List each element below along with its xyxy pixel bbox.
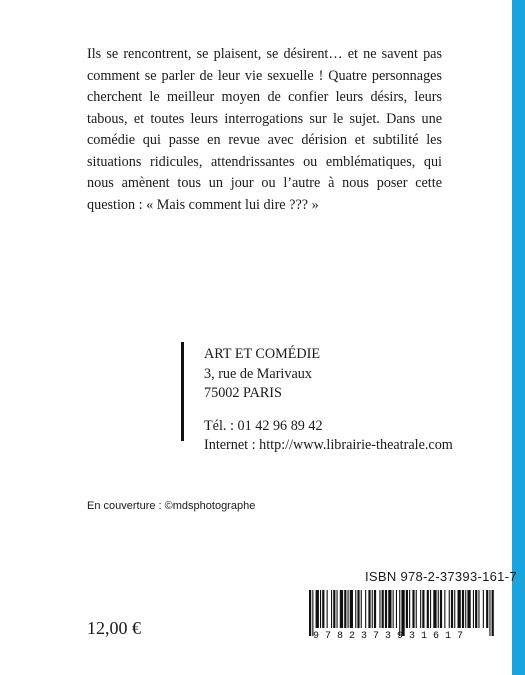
barcode-bar — [399, 590, 400, 636]
barcode-bar — [440, 590, 442, 628]
barcode-bar — [365, 590, 366, 628]
vertical-divider-bar — [181, 342, 184, 441]
publisher-city: 75002 PARIS — [204, 385, 282, 401]
publisher-street: 3, rue de Marivaux — [204, 365, 312, 382]
barcode-bar — [368, 590, 370, 628]
barcode-digits: 9 7 8 2 3 7 3 9 3 1 6 1 7 — [313, 631, 464, 640]
barcode-bar — [416, 590, 417, 628]
isbn-barcode — [305, 588, 497, 640]
barcode-bar — [337, 590, 338, 628]
barcode-bar — [462, 590, 464, 628]
barcode-bar — [465, 590, 466, 628]
barcode-bar — [451, 590, 453, 628]
barcode-bar — [382, 590, 384, 628]
publisher-lines — [204, 345, 453, 456]
barcode-bar — [412, 590, 414, 628]
isbn-number: ISBN 978-2-37393-161-7 — [365, 569, 517, 584]
barcode-bar — [467, 590, 470, 628]
publisher-address-block — [181, 342, 501, 453]
barcode-bar — [475, 590, 477, 628]
barcode-bar — [430, 590, 431, 628]
price: 12,00 € — [87, 618, 141, 638]
barcode-bar — [478, 590, 479, 628]
barcode-bar — [327, 590, 328, 628]
barcode-bar — [433, 590, 436, 628]
barcode-bar — [379, 590, 380, 628]
barcode-bar — [473, 590, 474, 628]
barcode-bar — [406, 590, 408, 628]
barcode-bar — [486, 590, 488, 628]
barcode-bar — [427, 590, 429, 628]
barcode-graphic — [305, 588, 497, 640]
barcode-bar — [388, 590, 391, 628]
barcode-bar — [333, 590, 335, 628]
barcode-bar — [396, 590, 397, 628]
barcode-bar — [350, 590, 353, 628]
barcode-bar — [483, 590, 484, 628]
barcode-bar — [320, 590, 321, 628]
barcode-bar — [372, 590, 373, 628]
barcode-bar — [444, 590, 445, 628]
barcode-bar — [340, 590, 343, 628]
barcode-bar — [361, 590, 362, 628]
barcode-bar — [322, 590, 324, 628]
barcode-bar — [316, 590, 319, 628]
publisher-name: ART ET COMÉDIE — [204, 346, 321, 362]
barcode-bar — [420, 590, 421, 628]
cover-photo-credit: En couverture : ©mdsphotographe — [87, 500, 256, 512]
barcode-bar — [409, 590, 410, 628]
barcode-bar — [309, 590, 311, 636]
barcode-bar — [422, 590, 424, 628]
barcode-bar — [449, 590, 450, 628]
barcode-bar — [331, 590, 332, 628]
barcode-bar — [312, 590, 313, 636]
barcode-bar — [454, 590, 455, 628]
barcode-bar — [374, 590, 376, 628]
barcode-bar — [438, 590, 439, 628]
barcode-bar — [489, 590, 490, 636]
barcode-bar — [458, 590, 461, 628]
barcode-bar — [393, 590, 394, 628]
barcode-bar — [357, 590, 359, 628]
barcode-bar — [401, 590, 404, 636]
back-cover-blurb: Ils se rencontrent, se plaisent, se désirent… et ne savent pas comment se parler de leur vie sexuelle ! Quatre personnages cherchent le meilleur moyen de confier leurs désirs, leurs tabous, et toutes leurs interrogations sur le sujet. Dans une comédie qui passe en revue avec dérision et subtilité les situations ridicules, attendrissantes ou emblématiques, qui nous amènent tous un jour ou l’autre à nous poser cette question : « Mais comment lui dire ??? » — [87, 46, 442, 213]
spacer — [204, 404, 453, 417]
barcode-bar — [492, 590, 494, 636]
barcode-bar — [355, 590, 356, 628]
publisher-phone: Tél. : 01 42 96 89 42 — [204, 417, 323, 434]
barcode-bar — [385, 590, 387, 628]
barcode-bar — [348, 590, 349, 628]
publisher-website: Internet : http://www.librairie-theatrale.com — [204, 437, 453, 453]
barcode-bar — [344, 590, 346, 628]
